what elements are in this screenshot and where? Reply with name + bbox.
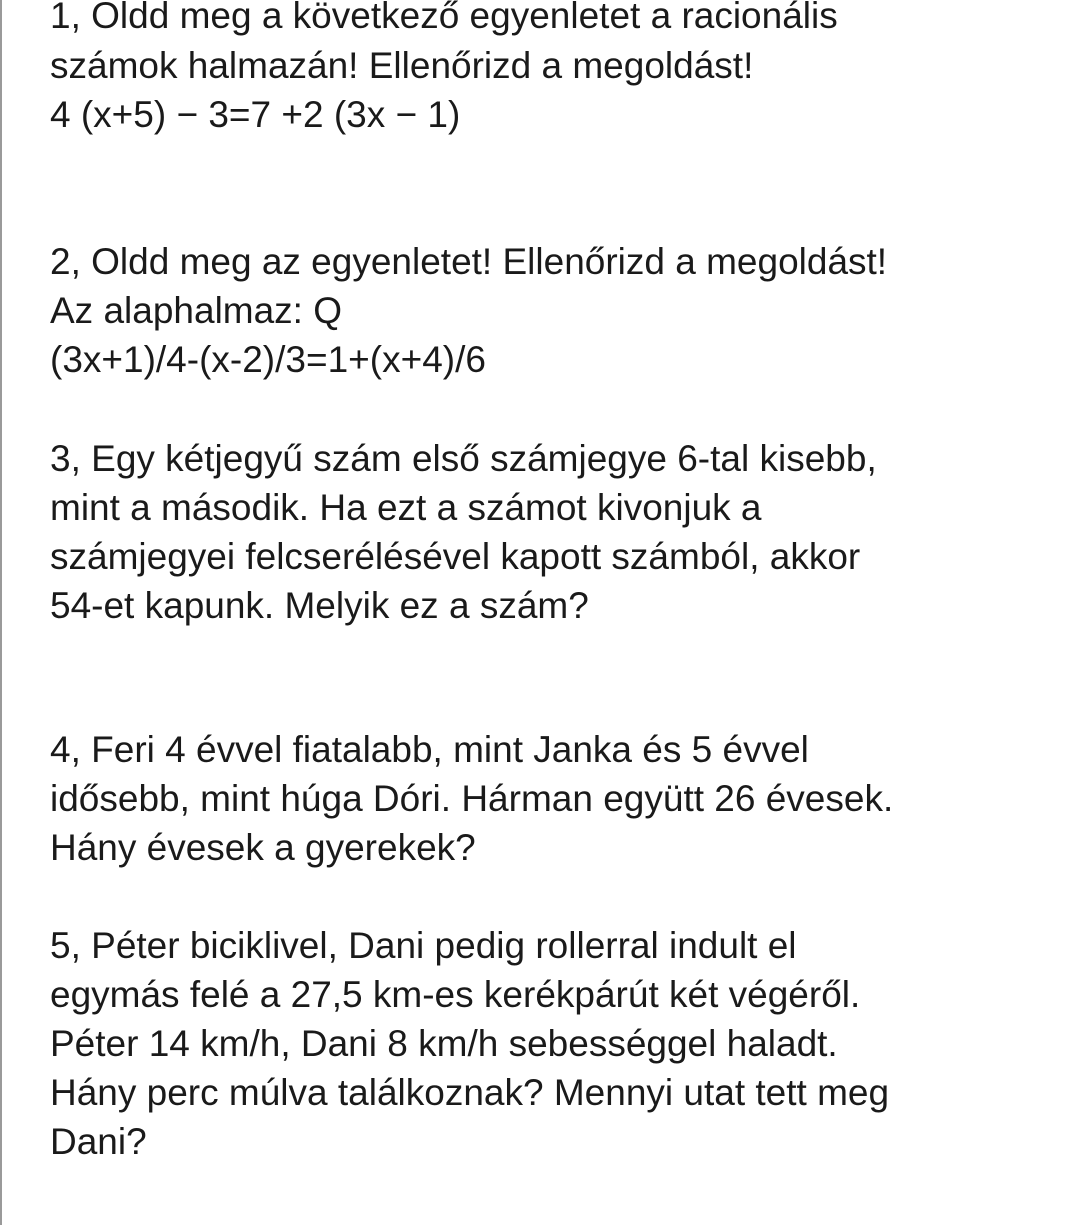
problem-5-line-5: Dani? [50, 1121, 147, 1162]
problem-2-line-2: Az alaphalmaz: Q [50, 290, 343, 331]
problem-3-line-2: mint a második. Ha ezt a számot kivonjuk a [50, 487, 762, 528]
problem-5-line-4: Hány perc múlva találkoznak? Mennyi utat tett meg [50, 1072, 890, 1113]
problem-3-line-3: számjegyei felcserélésével kapott számból, akkor [50, 536, 861, 577]
problem-1-equation: 4 (x+5) − 3=7 +2 (3x − 1) [50, 94, 461, 135]
problem-2-equation: (3x+1)/4-(x-2)/3=1+(x+4)/6 [50, 339, 486, 380]
problem-3-line-4: 54-et kapunk. Melyik ez a szám? [50, 585, 589, 626]
problem-5-line-3: Péter 14 km/h, Dani 8 km/h sebességgel haladt. [50, 1023, 838, 1064]
problem-4-line-1: 4, Feri 4 évvel fiatalabb, mint Janka és 5 évvel [50, 729, 809, 770]
problem-4-line-2: idősebb, mint húga Dóri. Hárman együtt 26 évesek. [50, 778, 894, 819]
problem-1-line-1: 1, Oldd meg a következő egyenletet a racionális [50, 0, 838, 36]
problem-4-line-3: Hány évesek a gyerekek? [50, 827, 476, 868]
problem-5-line-2: egymás felé a 27,5 km-es kerékpárút két végéről. [50, 974, 861, 1015]
problem-2-line-1: 2, Oldd meg az egyenletet! Ellenőrizd a megoldást! [50, 241, 888, 282]
problem-5-line-1: 5, Péter biciklivel, Dani pedig rollerral indult el [50, 925, 797, 966]
problem-1-line-2: számok halmazán! Ellenőrizd a megoldást! [50, 45, 754, 86]
problem-3-line-1: 3, Egy kétjegyű szám első számjegye 6-tal kisebb, [50, 438, 877, 479]
